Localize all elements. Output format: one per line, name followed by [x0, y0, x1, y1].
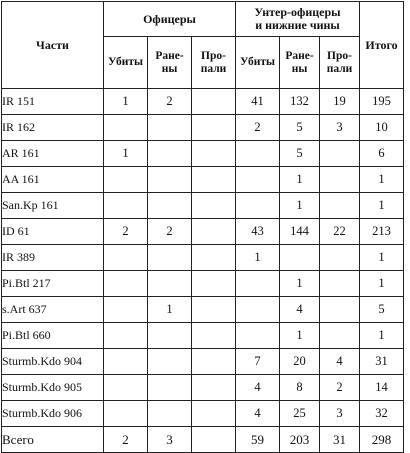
officers-wounded-cell: 1	[148, 297, 192, 323]
table-row	[2, 167, 404, 193]
officers-wounded-cell	[148, 375, 192, 401]
grand-total-cell: 298	[360, 427, 404, 453]
nco-missing-cell: 31	[320, 427, 360, 453]
nco-wounded-cell: 203	[280, 427, 320, 453]
nco-group-header-line: и нижние чины	[255, 18, 340, 32]
unit-cell: Pi.Btl 660	[2, 323, 104, 349]
officers-missing-cell	[192, 141, 236, 167]
officers-killed-cell	[104, 193, 148, 219]
header-line: Ране-	[155, 49, 184, 62]
officers-killed-cell: 2	[104, 427, 148, 453]
header-line: пали	[200, 62, 227, 75]
officers-missing-cell	[192, 193, 236, 219]
nco-missing-cell: 3	[320, 401, 360, 427]
nco-killed-header	[236, 37, 280, 89]
nco-killed-cell	[236, 271, 280, 297]
total-cell: 1	[360, 245, 404, 271]
table-header	[2, 2, 404, 89]
officers-missing-cell	[192, 323, 236, 349]
nco-wounded-cell: 1	[280, 193, 320, 219]
nco-missing-cell: 19	[320, 89, 360, 115]
total-cell: 10	[360, 115, 404, 141]
nco-killed-cell: 7	[236, 349, 280, 375]
officers-wounded-cell	[148, 271, 192, 297]
nco-wounded-cell: 1	[280, 271, 320, 297]
nco-killed-cell: 43	[236, 219, 280, 245]
officers-wounded-cell	[148, 401, 192, 427]
officers-wounded-cell	[148, 141, 192, 167]
table-row	[2, 323, 404, 349]
officers-group-header: Офицеры	[104, 2, 236, 37]
table-row	[2, 141, 404, 167]
table-row	[2, 375, 404, 401]
nco-wounded-cell: 4	[280, 297, 320, 323]
officers-wounded-cell	[148, 349, 192, 375]
unit-cell: IR 151	[2, 89, 104, 115]
nco-wounded-cell: 1	[280, 167, 320, 193]
total-cell: 195	[360, 89, 404, 115]
officers-wounded-cell: 3	[148, 427, 192, 453]
officers-wounded-cell: 2	[148, 89, 192, 115]
total-cell: 32	[360, 401, 404, 427]
unit-cell: AR 161	[2, 141, 104, 167]
nco-wounded-header	[280, 37, 320, 89]
nco-killed-cell: 1	[236, 245, 280, 271]
nco-missing-cell: 4	[320, 349, 360, 375]
officers-missing-cell	[192, 167, 236, 193]
nco-wounded-cell: 132	[280, 89, 320, 115]
nco-killed-cell	[236, 193, 280, 219]
nco-missing-cell	[320, 245, 360, 271]
nco-missing-cell	[320, 271, 360, 297]
table-row	[2, 349, 404, 375]
total-cell: 6	[360, 141, 404, 167]
header-line: Про-	[201, 49, 226, 62]
officers-killed-cell	[104, 323, 148, 349]
nco-killed-cell	[236, 141, 280, 167]
nco-killed-cell: 4	[236, 401, 280, 427]
officers-missing-cell	[192, 349, 236, 375]
officers-missing-cell	[192, 89, 236, 115]
nco-group-header	[236, 2, 360, 37]
officers-killed-cell: 2	[104, 219, 148, 245]
officers-killed-cell	[104, 115, 148, 141]
total-cell: 5	[360, 297, 404, 323]
header-line: Про-	[327, 49, 352, 62]
nco-wounded-cell: 1	[280, 323, 320, 349]
nco-group-header-line: Унтер-офицеры	[254, 5, 341, 19]
header-line: ны	[161, 62, 178, 75]
nco-wounded-cell: 5	[280, 115, 320, 141]
unit-cell: IR 162	[2, 115, 104, 141]
table-row	[2, 193, 404, 219]
officers-wounded-header	[148, 37, 192, 89]
total-cell: 1	[360, 271, 404, 297]
officers-missing-cell	[192, 375, 236, 401]
officers-killed-cell	[104, 375, 148, 401]
total-cell: 14	[360, 375, 404, 401]
table-row	[2, 271, 404, 297]
table-row	[2, 245, 404, 271]
officers-missing-cell	[192, 245, 236, 271]
nco-missing-header	[320, 37, 360, 89]
unit-cell: San.Kp 161	[2, 193, 104, 219]
total-row	[2, 427, 404, 453]
table-row	[2, 401, 404, 427]
total-cell: 31	[360, 349, 404, 375]
officers-killed-cell	[104, 297, 148, 323]
table-row	[2, 219, 404, 245]
officers-killed-cell	[104, 167, 148, 193]
table-row	[2, 115, 404, 141]
nco-missing-cell	[320, 323, 360, 349]
officers-wounded-cell	[148, 115, 192, 141]
nco-missing-cell: 2	[320, 375, 360, 401]
unit-cell: ID 61	[2, 219, 104, 245]
nco-wounded-cell: 5	[280, 141, 320, 167]
officers-missing-cell	[192, 297, 236, 323]
total-column-header: Итого	[360, 2, 404, 89]
officers-wounded-cell	[148, 245, 192, 271]
casualties-table	[1, 1, 404, 453]
nco-killed-cell: 59	[236, 427, 280, 453]
nco-missing-cell: 22	[320, 219, 360, 245]
officers-missing-header	[192, 37, 236, 89]
unit-column-header: Части	[2, 2, 104, 89]
unit-cell: Sturmb.Kdo 905	[2, 375, 104, 401]
officers-missing-cell	[192, 271, 236, 297]
total-cell: 1	[360, 323, 404, 349]
nco-missing-cell	[320, 141, 360, 167]
total-cell: 1	[360, 167, 404, 193]
nco-wounded-cell: 8	[280, 375, 320, 401]
header-line: Убиты	[239, 56, 275, 68]
officers-killed-cell	[104, 349, 148, 375]
unit-cell: s.Art 637	[2, 297, 104, 323]
nco-killed-cell	[236, 323, 280, 349]
nco-missing-cell	[320, 193, 360, 219]
officers-killed-cell	[104, 245, 148, 271]
header-line: Убиты	[107, 56, 143, 68]
nco-killed-cell: 41	[236, 89, 280, 115]
table-body	[2, 89, 404, 453]
nco-killed-cell	[236, 297, 280, 323]
officers-wounded-cell	[148, 323, 192, 349]
nco-wounded-cell: 144	[280, 219, 320, 245]
officers-killed-header	[104, 37, 148, 89]
officers-missing-cell	[192, 115, 236, 141]
officers-wounded-cell: 2	[148, 219, 192, 245]
header-line: ны	[291, 62, 308, 75]
officers-killed-cell	[104, 271, 148, 297]
nco-missing-cell: 3	[320, 115, 360, 141]
header-line: пали	[326, 62, 353, 75]
officers-killed-cell: 1	[104, 141, 148, 167]
nco-killed-cell	[236, 167, 280, 193]
nco-missing-cell	[320, 167, 360, 193]
unit-cell: Pi.Btl 217	[2, 271, 104, 297]
officers-missing-cell	[192, 219, 236, 245]
unit-cell: Sturmb.Kdo 904	[2, 349, 104, 375]
officers-wounded-cell	[148, 167, 192, 193]
officers-missing-cell	[192, 401, 236, 427]
officers-wounded-cell	[148, 193, 192, 219]
nco-killed-cell: 4	[236, 375, 280, 401]
nco-killed-cell: 2	[236, 115, 280, 141]
header-line: Ране-	[285, 49, 314, 62]
nco-wounded-cell: 25	[280, 401, 320, 427]
unit-cell: AA 161	[2, 167, 104, 193]
unit-cell: Sturmb.Kdo 906	[2, 401, 104, 427]
nco-wounded-cell	[280, 245, 320, 271]
total-row-label: Всего	[2, 427, 104, 453]
total-cell: 1	[360, 193, 404, 219]
nco-missing-cell	[320, 297, 360, 323]
officers-missing-cell	[192, 427, 236, 453]
officers-killed-cell: 1	[104, 89, 148, 115]
total-cell: 213	[360, 219, 404, 245]
table-row	[2, 297, 404, 323]
officers-killed-cell	[104, 401, 148, 427]
unit-cell: IR 389	[2, 245, 104, 271]
table-row	[2, 89, 404, 115]
nco-wounded-cell: 20	[280, 349, 320, 375]
